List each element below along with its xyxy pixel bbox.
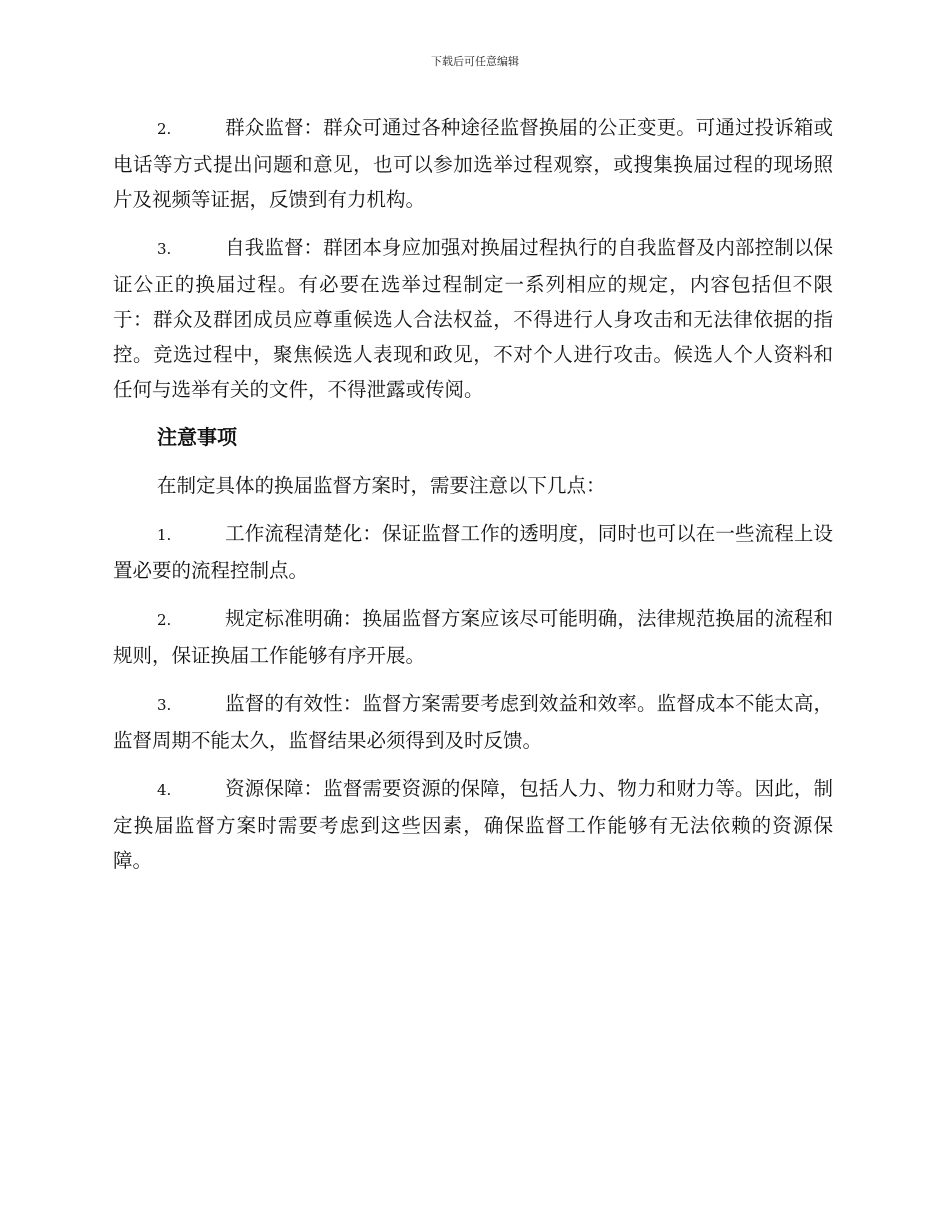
section-heading: 注意事项 [157, 425, 237, 449]
list-item-number: 2. [157, 611, 172, 629]
list-item-number: 3. [157, 240, 172, 258]
list-item-number: 2. [157, 120, 172, 138]
list-item-number: 3. [157, 696, 172, 714]
list-item [113, 516, 833, 588]
list-item [113, 110, 833, 217]
list-item-text: 资源保障：监督需要资源的保障，包括人力、物力和财力等。因此，制定换届监督方案时需要考虑到这些因素，确保监督工作能够有无法依赖的资源保障。 [113, 777, 833, 872]
list-item [113, 230, 833, 407]
paragraph-gap [113, 758, 833, 771]
list-item [113, 771, 833, 878]
list-item-text: 群众监督：群众可通过各种途径监督换届的公正变更。可通过投诉箱或电话等方式提出问题和意见，也可以参加选举过程观察，或搜集换届过程的现场照片及视频等证据，反馈到有力机构。 [113, 116, 833, 211]
paragraph-gap [113, 673, 833, 686]
paragraph-gap [113, 588, 833, 601]
list-item-text: 工作流程清楚化：保证监督工作的透明度，同时也可以在一些流程上设置必要的流程控制点。 [113, 522, 833, 582]
list-item-number: 1. [157, 526, 172, 544]
paragraph-gap [113, 455, 833, 468]
paragraph-gap [113, 503, 833, 516]
paragraph-gap [113, 217, 833, 230]
document-body [113, 110, 833, 878]
list-item-number: 4. [157, 781, 172, 799]
list-item [113, 686, 833, 758]
list-item-text: 自我监督：群团本身应加强对换届过程执行的自我监督及内部控制以保证公正的换届过程。有必要在选举过程制定一系列相应的规定，内容包括但不限于：群众及群团成员应尊重候选人合法权益，不得进行人身攻击和无法律依据的指控。竞选过程中，聚焦候选人表现和政见，不对个人进行攻击。候选人个人资料和任何与选举有关的文件，不得泄露或传阅。 [113, 236, 833, 401]
list-item-text: 监督的有效性：监督方案需要考虑到效益和效率。监督成本不能太高，监督周期不能太久，监督结果必须得到及时反馈。 [113, 692, 833, 752]
page-header: 下载后可任意编辑 [431, 55, 519, 68]
list-item-text: 规定标准明确：换届监督方案应该尽可能明确，法律规范换届的流程和规则，保证换届工作能够有序开展。 [113, 607, 833, 667]
intro-paragraph: 在制定具体的换届监督方案时，需要注意以下几点： [157, 474, 606, 497]
list-item [113, 601, 833, 673]
paragraph-gap [113, 407, 833, 420]
